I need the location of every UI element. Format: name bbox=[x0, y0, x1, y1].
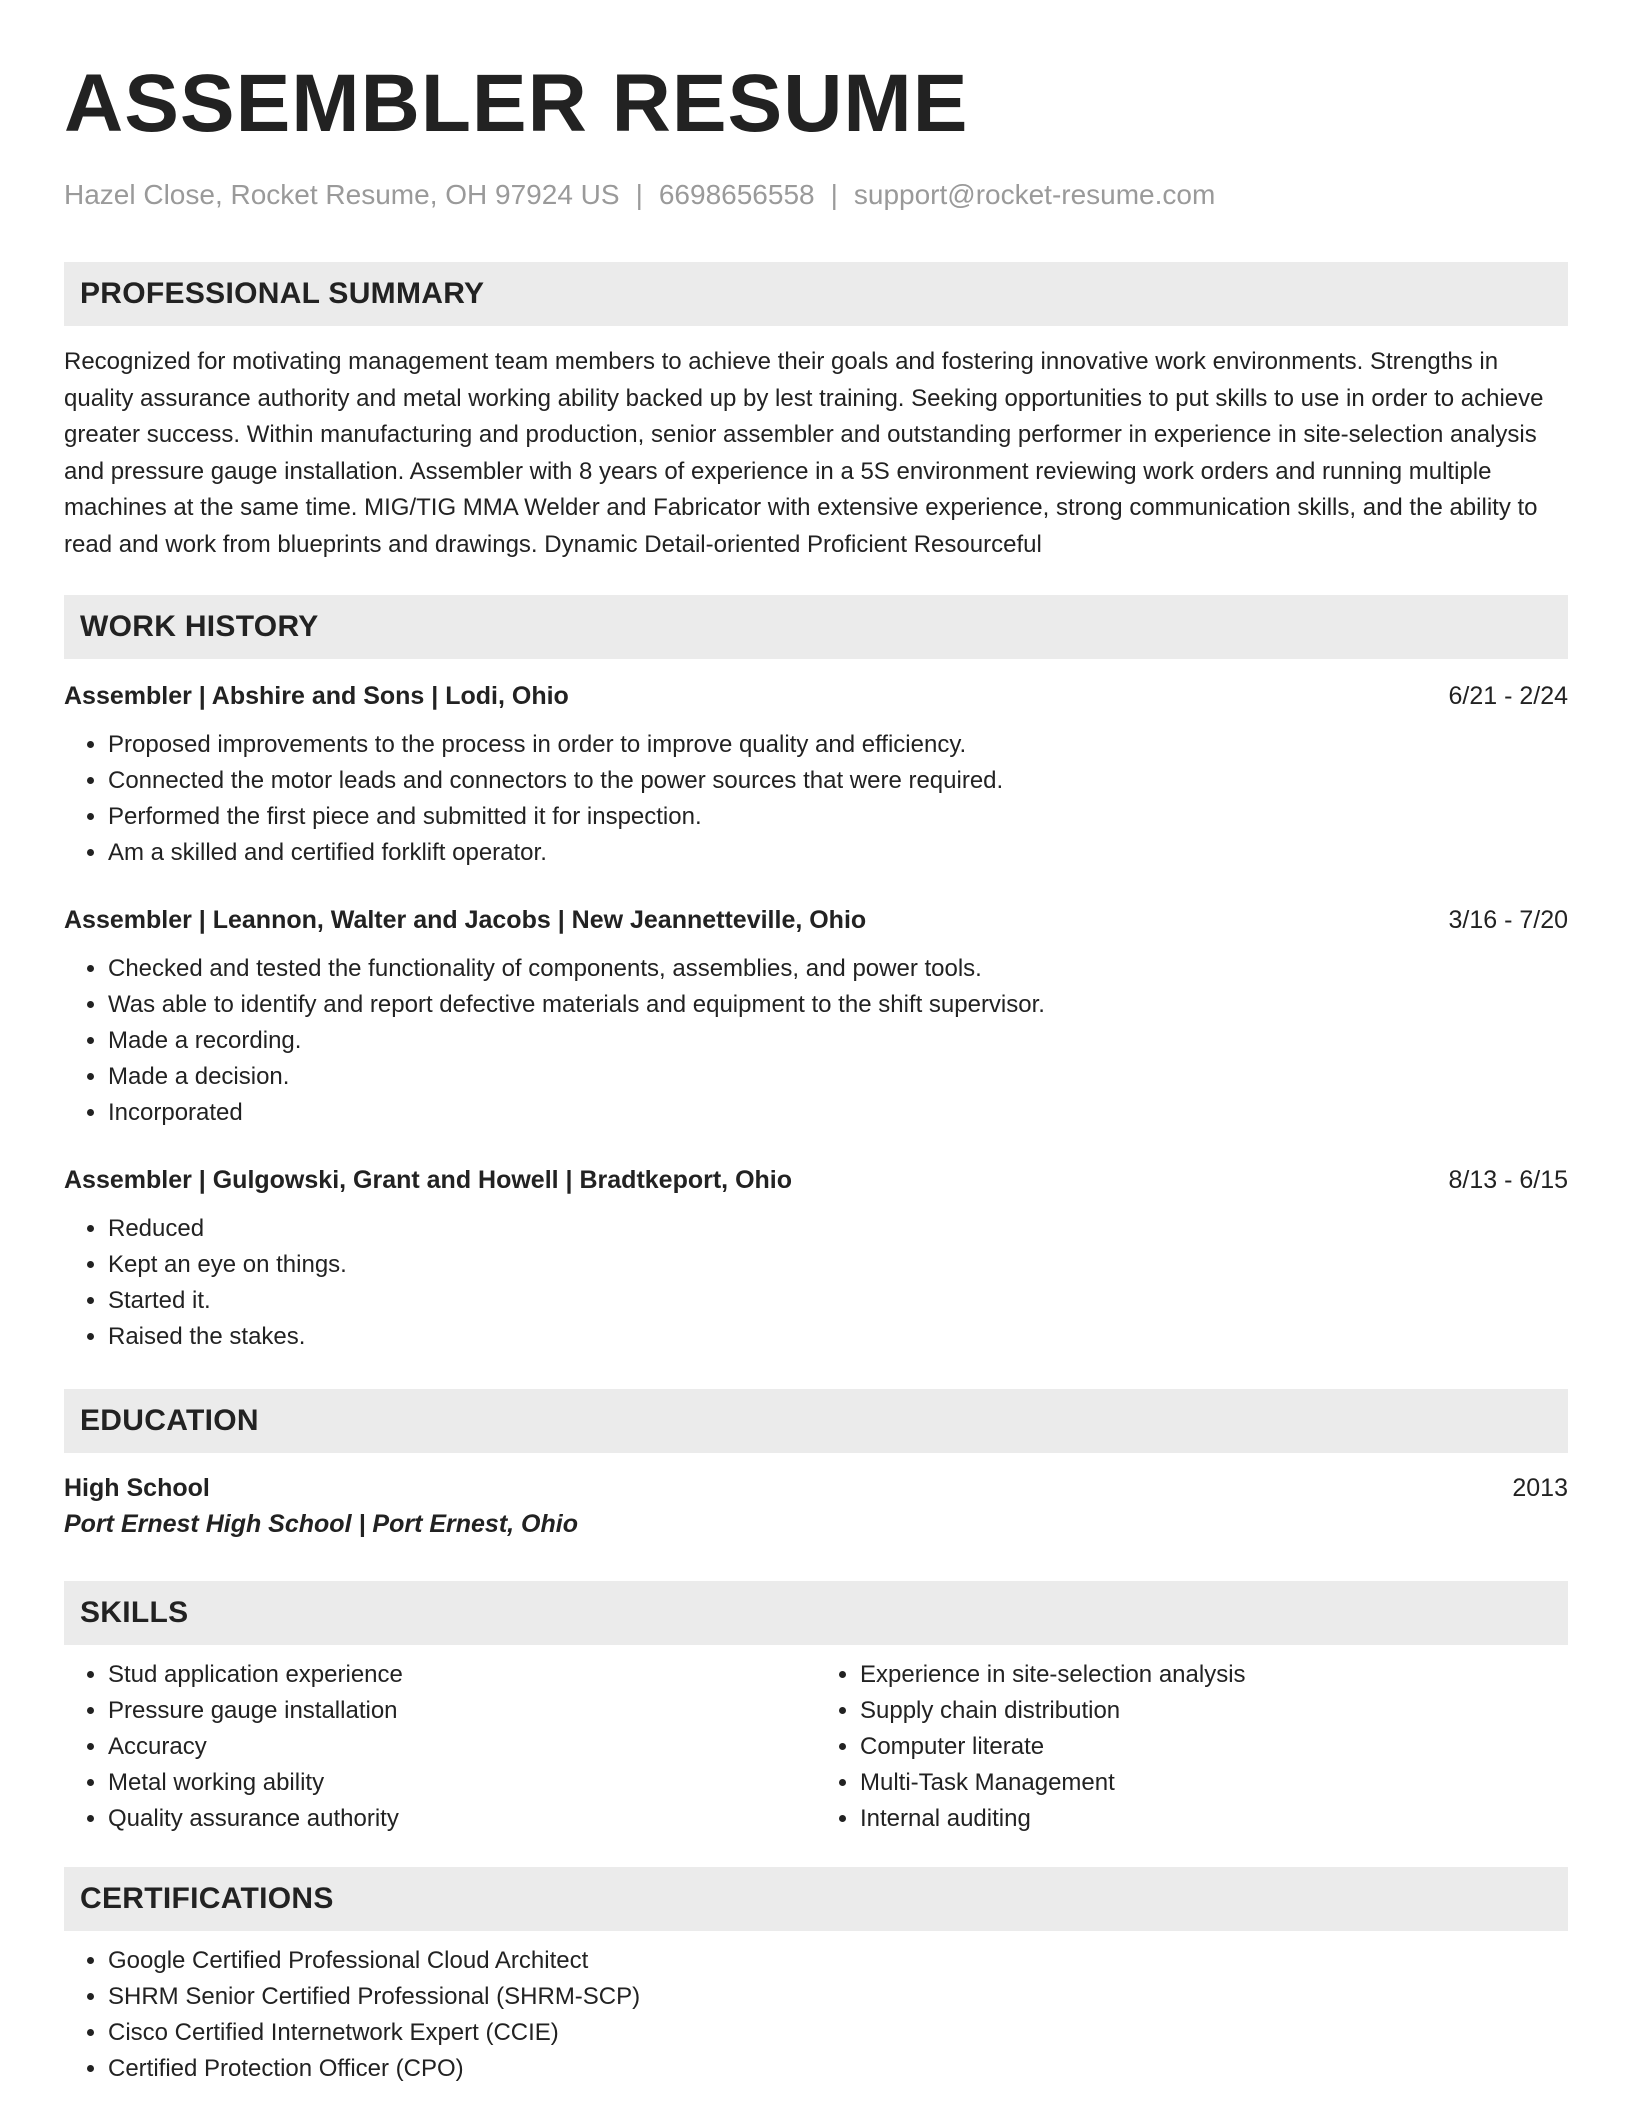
skill-item: • Computer literate bbox=[860, 1729, 1568, 1765]
skill-item: • Accuracy bbox=[108, 1729, 816, 1765]
skill-item: • Multi-Task Management bbox=[860, 1765, 1568, 1801]
skill-item: • Experience in site-selection analysis bbox=[860, 1657, 1568, 1693]
job-title: Assembler | Abshire and Sons | Lodi, Ohio bbox=[64, 682, 569, 710]
contact-address: Hazel Close, Rocket Resume, OH 97924 US bbox=[64, 179, 620, 210]
job-bullet: • Started it. bbox=[108, 1283, 1568, 1319]
job-bullet: • Incorporated bbox=[108, 1095, 1568, 1131]
summary-paragraph: Recognized for motivating management team members to achieve their goals and fostering innovative work environments. Strengths in quality assurance authority and metal working ability backed up by lest training. Seeking opportunities to put skills to use in order to achieve greater success. Within manufacturing and production, senior assembler and outstanding performer in experience in site-selection analysis and pressure gauge installation. Assembler with 8 years of experience in a 5S environment reviewing work orders and running multiple machines at the same time. MIG/TIG MMA Welder and Fabricator with extensive experience, strong communication skills, and the ability to read and work from blueprints and drawings. Dynamic Detail-oriented Proficient Resourceful bbox=[64, 348, 1544, 558]
job-bullet-list bbox=[64, 727, 1568, 871]
section-header-certifications: CERTIFICATIONS bbox=[64, 1867, 1568, 1931]
skills-column-right bbox=[816, 1657, 1568, 1837]
skill-item: • Internal auditing bbox=[860, 1801, 1568, 1837]
certification-item: • SHRM Senior Certified Professional (SHRM-SCP) bbox=[108, 1979, 1568, 2015]
skills-grid bbox=[64, 1657, 1568, 1837]
skill-item: • Stud application experience bbox=[108, 1657, 816, 1693]
education-degree: High School bbox=[64, 1474, 210, 1502]
certification-item: • Cisco Certified Internetwork Expert (CCIE) bbox=[108, 2015, 1568, 2051]
job-bullet: • Kept an eye on things. bbox=[108, 1247, 1568, 1283]
skill-item: • Metal working ability bbox=[108, 1765, 816, 1801]
job-bullet: • Was able to identify and report defective materials and equipment to the shift supervisor. bbox=[108, 987, 1568, 1023]
job-bullet: • Performed the first piece and submitted it for inspection. bbox=[108, 799, 1568, 835]
job-bullet: • Am a skilled and certified forklift operator. bbox=[108, 835, 1568, 871]
skill-item: • Quality assurance authority bbox=[108, 1801, 816, 1837]
certifications-list bbox=[64, 1943, 1568, 2087]
certification-item: • Certified Protection Officer (CPO) bbox=[108, 2051, 1568, 2087]
skill-item: • Supply chain distribution bbox=[860, 1693, 1568, 1729]
job-bullet: • Checked and tested the functionality of components, assemblies, and power tools. bbox=[108, 951, 1568, 987]
job-bullet-list bbox=[64, 951, 1568, 1131]
job-entry bbox=[64, 1163, 1568, 1355]
skills-column-left bbox=[64, 1657, 816, 1837]
education-school: Port Ernest High School | Port Ernest, Ohio bbox=[64, 1510, 578, 1538]
job-bullet: • Connected the motor leads and connectors to the power sources that were required. bbox=[108, 763, 1568, 799]
job-bullet: • Raised the stakes. bbox=[108, 1319, 1568, 1355]
section-header-work-history: WORK HISTORY bbox=[64, 595, 1568, 659]
certification-item: • Google Certified Professional Cloud Architect bbox=[108, 1943, 1568, 1979]
job-entry bbox=[64, 903, 1568, 1131]
resume-title: ASSEMBLER RESUME bbox=[64, 58, 969, 149]
skill-item: • Pressure gauge installation bbox=[108, 1693, 816, 1729]
skills-list bbox=[64, 1657, 816, 1837]
section-header-skills: SKILLS bbox=[64, 1581, 1568, 1645]
contact-line bbox=[64, 178, 1568, 212]
contact-phone: 6698656558 bbox=[658, 179, 815, 210]
contact-separator: | bbox=[830, 179, 838, 210]
education-year: 2013 bbox=[1512, 1474, 1568, 1502]
job-title: Assembler | Leannon, Walter and Jacobs | New Jeannetteville, Ohio bbox=[64, 906, 867, 934]
job-bullet-list bbox=[64, 1211, 1568, 1355]
contact-separator: | bbox=[635, 179, 643, 210]
job-dates: 8/13 - 6/15 bbox=[1448, 1166, 1568, 1194]
job-bullet: • Made a recording. bbox=[108, 1023, 1568, 1059]
job-bullet: • Made a decision. bbox=[108, 1059, 1568, 1095]
job-dates: 6/21 - 2/24 bbox=[1448, 682, 1568, 710]
contact-email: support@rocket-resume.com bbox=[853, 179, 1216, 210]
job-bullet: • Proposed improvements to the process in order to improve quality and efficiency. bbox=[108, 727, 1568, 763]
education-entry bbox=[64, 1471, 1568, 1543]
job-dates: 3/16 - 7/20 bbox=[1448, 906, 1568, 934]
job-bullet: • Reduced bbox=[108, 1211, 1568, 1247]
job-title: Assembler | Gulgowski, Grant and Howell | Bradtkeport, Ohio bbox=[64, 1166, 793, 1194]
job-entry bbox=[64, 679, 1568, 871]
section-header-education: EDUCATION bbox=[64, 1389, 1568, 1453]
section-header-summary: PROFESSIONAL SUMMARY bbox=[64, 262, 1568, 326]
skills-list bbox=[816, 1657, 1568, 1837]
